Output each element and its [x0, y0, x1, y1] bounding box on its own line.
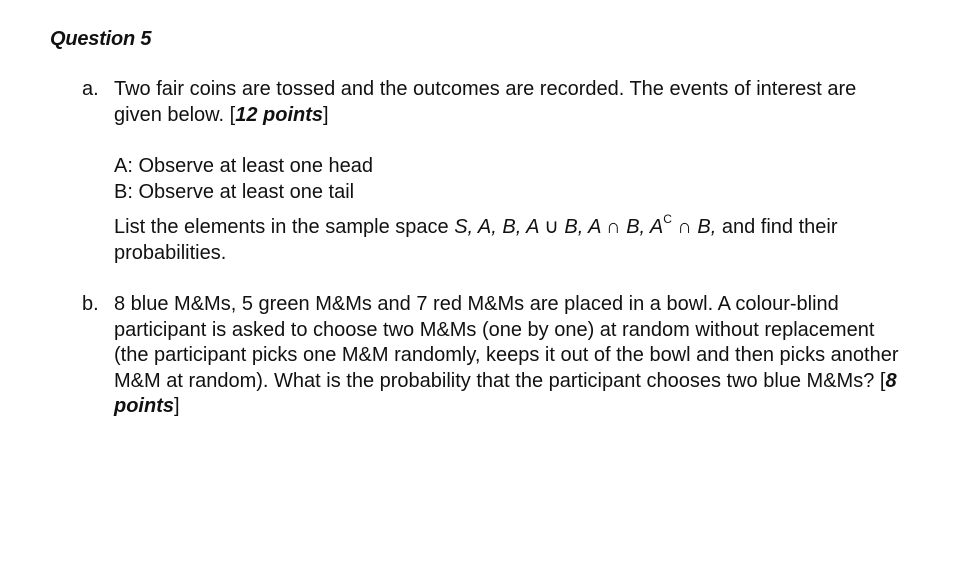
part-a-sets: S, A, B, A ∪ B, A ∩ B, A	[454, 216, 664, 238]
part-a-task-suffix: and find their probabilities.	[114, 216, 838, 264]
part-a	[82, 77, 902, 266]
complement-superscript: C	[663, 212, 672, 227]
part-a-intro	[114, 77, 902, 128]
part-b	[82, 292, 902, 420]
part-a-body	[114, 77, 902, 266]
part-b-body	[114, 292, 902, 420]
part-b-bracket-close: ]	[174, 395, 180, 417]
part-a-points: 12 points	[235, 103, 323, 126]
part-a-task-prefix: List the elements in the sample space	[114, 216, 455, 238]
part-b-points: 8 points	[114, 369, 897, 417]
part-b-question: 8 blue M&Ms, 5 green M&Ms and 7 red M&Ms are placed in a bowl. A colour-blind participant is asked to choose two M&Ms (one by one) at random without replacement (the participant picks one M&M randomly, keeps it out of the bowl and then picks another M&M at random). What is the probability that the participant chooses two blue M&Ms? [	[114, 293, 899, 392]
event-a: A: Observe at least one head	[114, 155, 374, 177]
part-a-bracket-close: ]	[323, 103, 329, 126]
event-b: B: Observe at least one tail	[114, 180, 355, 203]
question-title: Question 5	[50, 28, 152, 50]
part-a-marker: a.	[82, 78, 99, 100]
part-a-sets-end: ∩ B,	[671, 216, 717, 238]
part-a-intro-text: Two fair coins are tossed and the outcomes are recorded. The events of interest are given below. [	[114, 78, 857, 126]
part-b-marker: b.	[82, 293, 99, 315]
part-b-text	[114, 292, 902, 420]
part-a-task	[114, 212, 902, 266]
